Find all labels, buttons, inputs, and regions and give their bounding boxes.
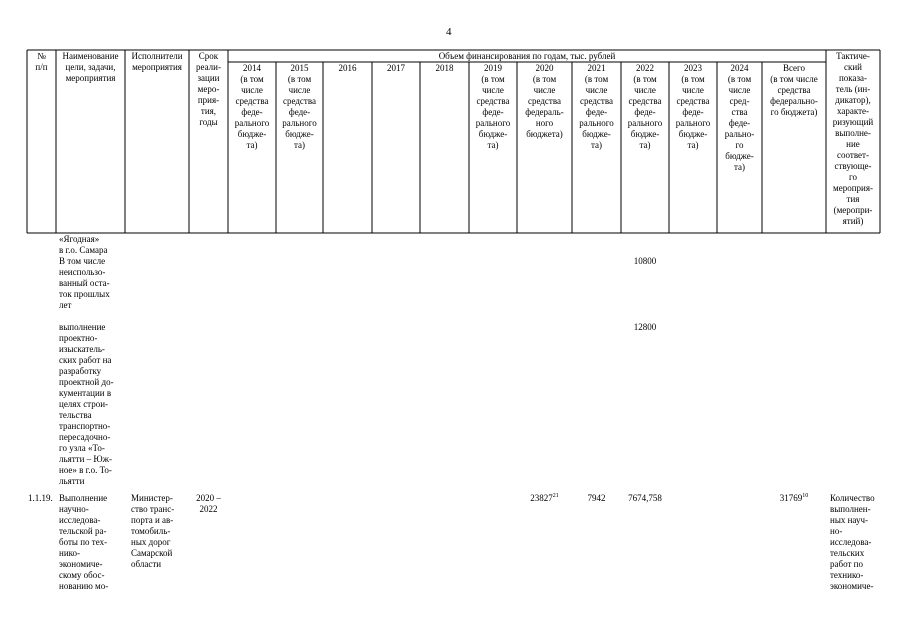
header-2018: 2018: [435, 63, 454, 73]
row-executor-ministry: Министер- ство транс- порта и ав- томобиль- ных дорог Самарской области: [131, 493, 175, 569]
header-2014: 2014 (в том числе средства феде- рального бюдже- та): [234, 63, 270, 150]
header-2023: 2023 (в том числе средства феде- рального бюдже- та): [675, 63, 711, 150]
row-num-1-1-19: 1.1.19.: [28, 493, 53, 503]
header-indicator: Тактиче- ский показа- тель (ин- дикатор), характе- ризующий выполне- ние соответ- ствующе- го мероприя- тия (меропри- ятий): [832, 51, 874, 226]
header-2020: 2020 (в том числе средства федераль- ного бюджета): [525, 63, 564, 139]
header-2019: 2019 (в том числе средства феде- рального бюдже- та): [475, 63, 511, 150]
row-value-2020: 23827$^{21}$: [530, 493, 559, 503]
header-total: Всего (в том числе средства федерально- го бюджета): [770, 63, 818, 117]
row-value-2022-unused: 10800: [633, 256, 657, 266]
row-value-2022: 7674,758: [628, 493, 662, 503]
header-2022: 2022 (в том числе средства феде- рального бюдже- та): [627, 63, 663, 150]
row-value-2021: 7942: [587, 493, 606, 503]
row-name-yagodnaya: «Ягодная» в г.о. Самара: [59, 234, 108, 255]
row-name-survey-works: выполнение проектно- изыскатель- ских работ на разработку проектной до- кументации в целях строи- тельства транспортно- пересадочно- го узла «То- льятти – Юж- ное» в г.о. То- льятти: [59, 322, 114, 486]
page-number: 4: [446, 26, 452, 38]
row-value-2022-survey: 12800: [633, 322, 657, 332]
header-2017: 2017: [387, 63, 405, 73]
row-indicator: Количество выполнен- ных науч- но- исследова- тельских работ по технико- экономиче-: [830, 493, 875, 591]
header-2016: 2016: [338, 63, 357, 73]
header-2021: 2021 (в том числе средства феде- рального бюдже- та): [579, 63, 614, 150]
header-2015: 2015 (в том числе средства феде- рального бюдже- та): [282, 63, 317, 150]
row-term-2020-2022: 2020 – 2022: [196, 493, 221, 514]
header-num: № п/п: [35, 51, 48, 72]
row-name-unused-balance: В том числе неиспользо- ванный оста- ток прошлых лет: [59, 256, 110, 310]
row-value-total: 31769$^{10}$: [779, 493, 809, 503]
header-executors: Исполнители мероприятия: [131, 51, 183, 72]
row-name-research: Выполнение научно- исследова- тельской ра- боты по тех- нико- экономиче- скому обос- нованию мо-: [59, 493, 109, 591]
header-term: Срок реали- зации меро- прия- тия, годы: [196, 51, 221, 127]
header-name: Наименование цели, задачи, мероприятия: [62, 51, 119, 83]
header-funding: Объем финансирования по годам, тыс. рублей: [438, 51, 616, 61]
header-2024: 2024 (в том числе сред- ства феде- рально- го бюдже- та): [724, 63, 755, 172]
